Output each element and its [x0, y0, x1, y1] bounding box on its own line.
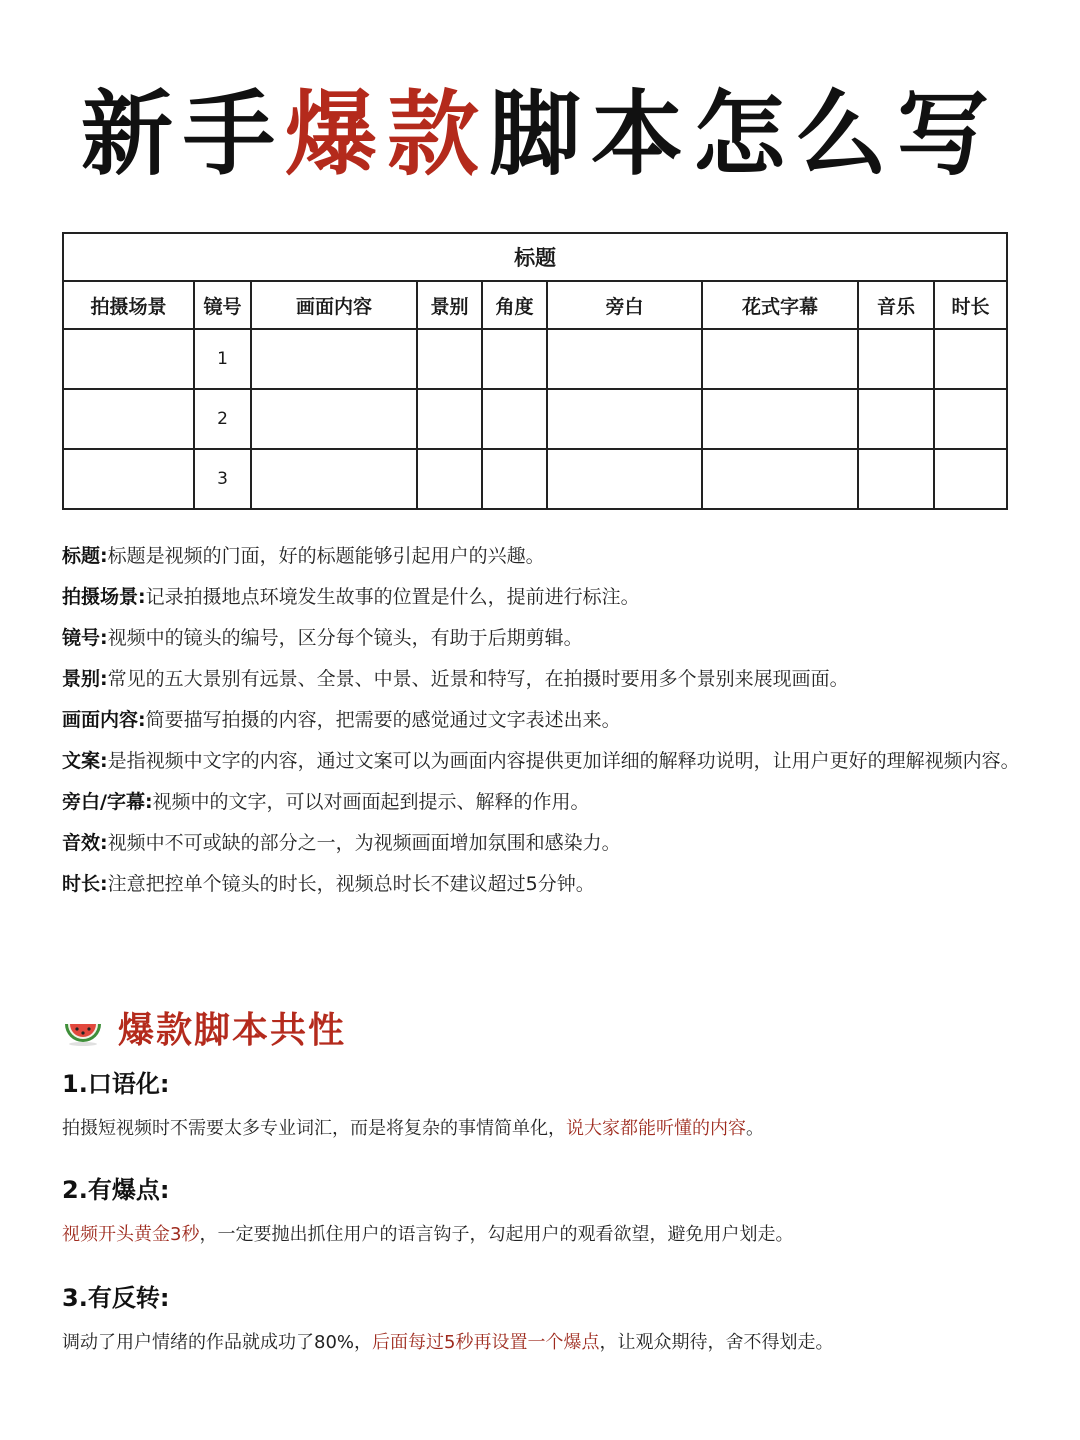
table-row	[63, 329, 1007, 389]
definition-item: 时长:注意把控单个镜头的时长，视频总时长不建议超过5分钟。	[62, 873, 595, 895]
header-shot-size: 景别	[417, 281, 482, 329]
header-duration: 时长	[934, 281, 1007, 329]
definition-item: 景别:常见的五大景别有远景、全景、中景、近景和特写，在拍摄时要用多个景别来展现画面。	[62, 668, 849, 690]
definition-item: 旁白/字幕:视频中的文字，可以对画面起到提示、解释的作用。	[62, 791, 590, 813]
table-row	[63, 449, 1007, 509]
point-heading: 3.有反转:	[62, 1284, 170, 1312]
header-angle: 角度	[482, 281, 547, 329]
definition-item: 音效:视频中不可或缺的部分之一，为视频画面增加氛围和感染力。	[62, 832, 621, 854]
point-item	[62, 1172, 1022, 1250]
header-content: 画面内容	[251, 281, 417, 329]
section-header	[62, 1002, 346, 1052]
header-narration: 旁白	[547, 281, 702, 329]
shot-number: 1	[194, 329, 251, 389]
point-heading: 2.有爆点:	[62, 1176, 170, 1204]
table-caption: 标题	[63, 233, 1007, 281]
header-music: 音乐	[858, 281, 934, 329]
point-heading: 1.口语化:	[62, 1070, 170, 1098]
definition-item: 拍摄场景:记录拍摄地点环境发生故事的位置是什么，提前进行标注。	[62, 586, 640, 608]
point-item	[62, 1066, 1022, 1144]
title-highlight: 爆款	[284, 81, 489, 188]
definition-item: 标题:标题是视频的门面，好的标题能够引起用户的兴趣。	[62, 545, 545, 567]
script-template-table	[62, 232, 1008, 510]
page-title	[0, 70, 1080, 200]
definition-item: 镜号:视频中的镜头的编号，区分每个镜头，有助于后期剪辑。	[62, 627, 583, 649]
section-title: 爆款脚本共性	[118, 1009, 347, 1051]
table-row	[63, 389, 1007, 449]
header-subtitles: 花式字幕	[702, 281, 858, 329]
shot-number: 2	[194, 389, 251, 449]
point-body: 视频开头黄金3秒，一定要抛出抓住用户的语言钩子，勾起用户的观看欲望，避免用户划走。	[62, 1224, 794, 1245]
header-shot-number: 镜号	[194, 281, 251, 329]
title-part-2: 脚本怎么写	[489, 81, 1000, 188]
definition-item: 文案:是指视频中文字的内容，通过文案可以为画面内容提供更加详细的解释功说明，让用户更好的理解视频内容。	[62, 750, 1020, 772]
watermelon-icon	[62, 1006, 104, 1048]
title-part-1: 新手	[80, 81, 285, 188]
point-body: 拍摄短视频时不需要太多专业词汇，而是将复杂的事情简单化，说大家都能听懂的内容。	[62, 1118, 764, 1139]
definition-item: 画面内容:简要描写拍摄的内容，把需要的感觉通过文字表述出来。	[62, 709, 621, 731]
shot-number: 3	[194, 449, 251, 509]
point-item	[62, 1280, 1022, 1358]
definitions-list	[62, 536, 1022, 905]
header-scene: 拍摄场景	[63, 281, 194, 329]
point-body: 调动了用户情绪的作品就成功了80%，后面每过5秒再设置一个爆点，让观众期待，舍不得划走。	[62, 1332, 834, 1353]
